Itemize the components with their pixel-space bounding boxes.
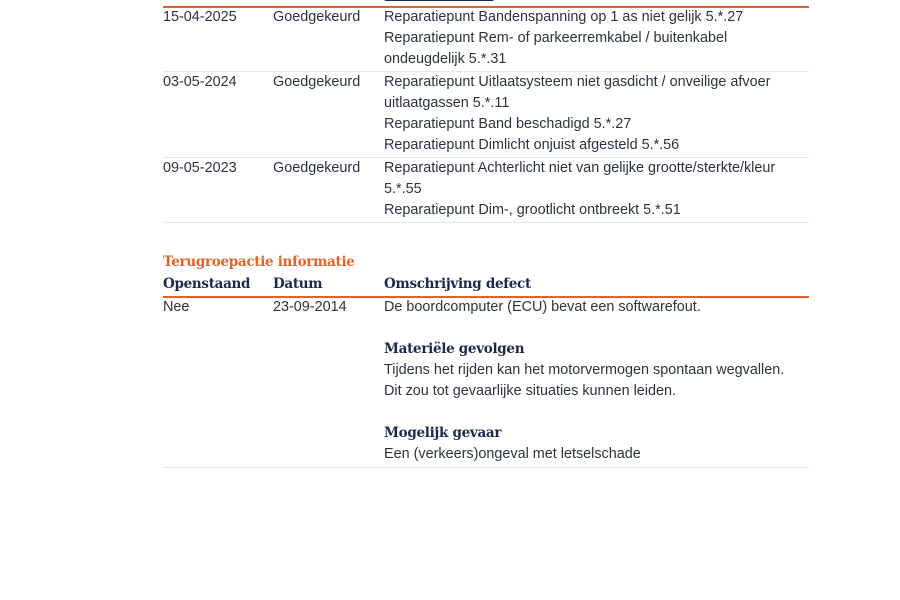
inspection-date: 15-04-2025 (163, 9, 237, 25)
inspection-date: 09-05-2023 (163, 160, 237, 176)
column-header-date: Datum (273, 276, 323, 292)
repair-point: Reparatiepunt Achterlicht niet van gelijke grootte/sterkte/kleur 5.*.55 (384, 160, 776, 197)
inspection-history-table (163, 7, 809, 223)
recall-row (163, 297, 809, 468)
recall-section-title: Terugroepactie informatie (163, 254, 355, 270)
defect-text: De boordcomputer (ECU) bevat een softwarefout. (384, 299, 701, 315)
recall-table-header (163, 275, 809, 298)
table-row (163, 7, 809, 72)
danger-heading: Mogelijk gevaar (384, 425, 502, 441)
column-header-open: Openstaand (163, 276, 251, 292)
repair-point: Reparatiepunt Dim-, grootlicht ontbreekt 5.*.51 (384, 202, 681, 218)
table-row (163, 72, 809, 158)
inspection-status: Goedgekeurd (273, 74, 361, 90)
danger-text: Een (verkeers)ongeval met letselschade (384, 446, 641, 462)
inspection-date: 03-05-2024 (163, 74, 237, 90)
inspection-status: Goedgekeurd (273, 160, 361, 176)
cut-off-column-heading (384, 0, 494, 4)
table-row (163, 158, 809, 223)
repair-points-list (384, 158, 804, 221)
repair-point: Reparatiepunt Dimlicht onjuist afgesteld 5.*.56 (384, 137, 680, 153)
repair-point: Reparatiepunt Band beschadigd 5.*.27 (384, 116, 632, 132)
repair-points-list (384, 72, 804, 156)
recall-date: 23-09-2014 (273, 299, 347, 315)
recall-description (384, 297, 799, 465)
repair-points-list (384, 7, 804, 70)
recall-open-status: Nee (163, 299, 190, 315)
repair-point: Reparatiepunt Rem- of parkeerremkabel / buitenkabel ondeugdelijk 5.*.31 (384, 30, 728, 67)
consequences-heading: Materiële gevolgen (384, 341, 525, 357)
repair-point: Reparatiepunt Bandenspanning op 1 as niet gelijk 5.*.27 (384, 9, 744, 25)
consequences-text: Tijdens het rijden kan het motorvermogen spontaan wegvallen. Dit zou tot gevaarlijke situaties kunnen leiden. (384, 362, 785, 399)
column-header-description: Omschrijving defect (384, 276, 531, 292)
repair-point: Reparatiepunt Uitlaatsysteem niet gasdicht / onveilige afvoer uitlaatgassen 5.*.11 (384, 74, 771, 111)
inspection-status: Goedgekeurd (273, 9, 361, 25)
